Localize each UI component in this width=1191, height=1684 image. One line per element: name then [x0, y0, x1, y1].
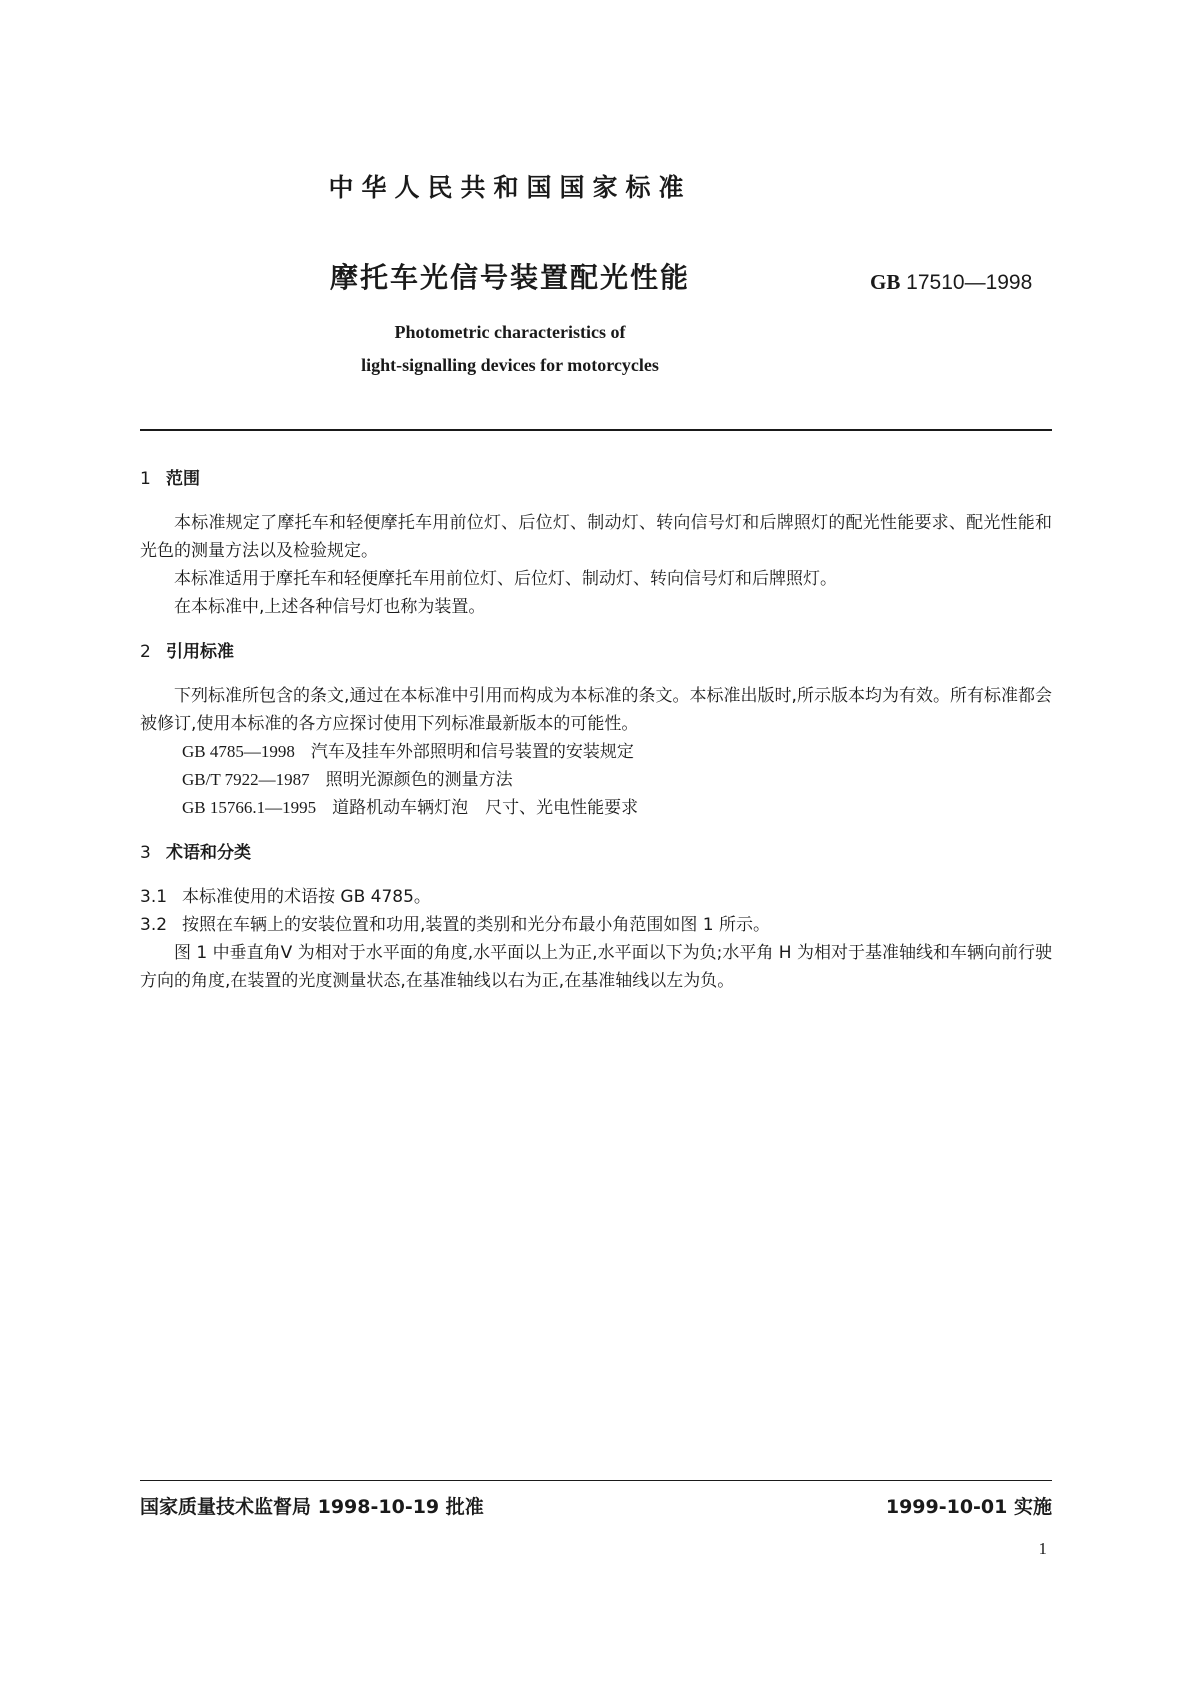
section-3-heading: [140, 839, 1052, 867]
standard-prefix: GB: [870, 270, 901, 294]
reference-title: 道路机动车辆灯泡 尺寸、光电性能要求: [332, 798, 639, 818]
clause-text: 按照在车辆上的安装位置和功用,装置的类别和光分布最小角范围如图 1 所示。: [182, 915, 771, 935]
clause-3-2: [140, 911, 1052, 939]
reference-title: 汽车及挂车外部照明和信号装置的安装规定: [310, 742, 634, 762]
section-3-paragraph-1: 图 1 中垂直角V 为相对于水平面的角度,水平面以上为正,水平面以下为负;水平角 H 为相对于基准轴线和车辆向前行驶方向的角度,在装置的光度测量状态,在基准轴线以右为正,在基准轴线以左为负。: [140, 943, 1052, 991]
section-2-paragraph-1: 下列标准所包含的条文,通过在本标准中引用而构成为本标准的条文。本标准出版时,所示版本均为有效。所有标准都会被修订,使用本标准的各方应探讨使用下列标准最新版本的可能性。: [140, 686, 1052, 734]
section-1-paragraph-2: 本标准适用于摩托车和轻便摩托车用前位灯、后位灯、制动灯、转向信号灯和后牌照灯。: [174, 569, 837, 589]
title-en-line-2: light-signalling devices for motorcycles: [361, 355, 659, 375]
section-title: 引用标准: [166, 642, 234, 662]
reference-code: GB 15766.1—1995: [182, 798, 317, 817]
national-standard-heading: 中华人民共和国国家标准: [328, 173, 692, 202]
section-title: 范围: [166, 469, 200, 489]
reference-item: [140, 766, 1052, 794]
page-number: 1: [1038, 1539, 1047, 1558]
section-1-heading: [140, 465, 1052, 493]
section-2-heading: [140, 638, 1052, 666]
section-number: 2: [140, 642, 151, 662]
standard-title-english: [0, 316, 1020, 382]
clause-number: 3.2: [140, 915, 168, 935]
clause-text: 本标准使用的术语按 GB 4785。: [182, 887, 431, 907]
clause-3-1: [140, 883, 1052, 911]
footer-divider: [140, 1480, 1052, 1481]
header-divider: [140, 429, 1052, 431]
section-1-paragraph-1: 本标准规定了摩托车和轻便摩托车用前位灯、后位灯、制动灯、转向信号灯和后牌照灯的配光性能要求、配光性能和光色的测量方法以及检验规定。: [140, 513, 1052, 561]
clause-number: 3.1: [140, 887, 168, 907]
reference-item: [140, 738, 1052, 766]
reference-code: GB/T 7922—1987: [182, 770, 310, 789]
standard-number: [870, 270, 1032, 295]
approval-line: 国家质量技术监督局 1998-10-19 批准: [140, 1496, 484, 1518]
implementation-date: 1999-10-01 实施: [885, 1496, 1052, 1518]
standard-title-chinese: 摩托车光信号装置配光性能: [329, 261, 690, 294]
section-number: 3: [140, 843, 151, 863]
reference-item: [140, 794, 1052, 822]
document-body: [140, 465, 1052, 995]
title-en-line-1: Photometric characteristics of: [394, 322, 626, 342]
standard-code: 17510—1998: [900, 271, 1033, 294]
section-1-paragraph-3: 在本标准中,上述各种信号灯也称为装置。: [174, 597, 486, 617]
reference-code: GB 4785—1998: [182, 742, 295, 761]
reference-title: 照明光源颜色的测量方法: [325, 770, 513, 790]
section-number: 1: [140, 469, 151, 489]
section-title: 术语和分类: [166, 843, 251, 863]
